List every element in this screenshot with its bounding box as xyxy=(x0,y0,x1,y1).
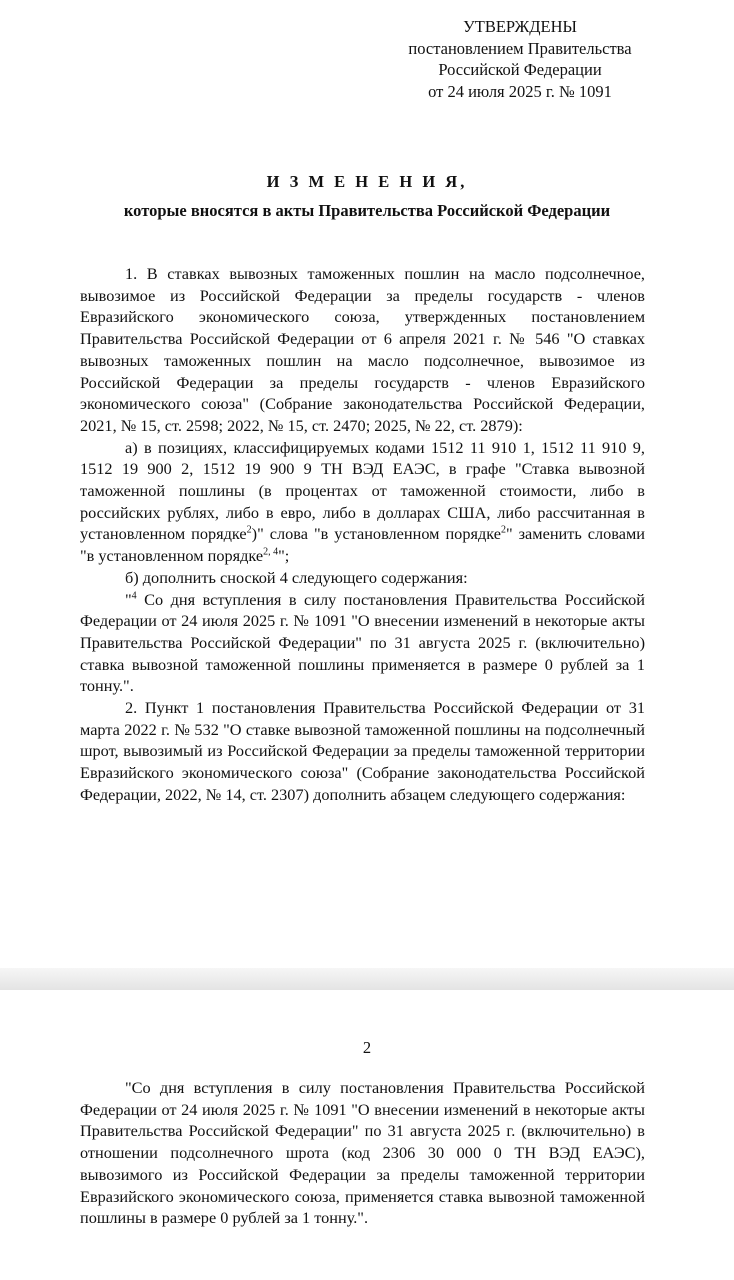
superscript: 4 xyxy=(131,590,137,602)
approval-stamp xyxy=(360,16,680,102)
text-fragment: Со дня вступления в силу постановления Правительства Российской Федерации от 24 июля 2025 г. № 1091 "О внесении изменений в некоторые акты Правительства Российской Федерации" по 31 августа 2025 г. (включительно) ставка вывозной таможенной пошлины применяется в размере 0 рублей за 1 тонну.". xyxy=(80,589,645,696)
paragraph-item-1a xyxy=(80,437,645,567)
approval-line: УТВЕРЖДЕНЫ xyxy=(463,17,577,36)
superscript: 2 xyxy=(246,525,252,537)
text-fragment: " заменить словами "в установленном порядке xyxy=(80,524,646,566)
superscript: 2 xyxy=(500,525,506,537)
paragraph-item-2: 2. Пункт 1 постановления Правительства Российской Федерации от 31 марта 2022 г. № 532 "О ставке вывозной таможенной пошлины на подсолнечный шрот, вывозимый из Российской Федерации за пределы таможенной территории Евразийского экономического союза" (Собрание законодательства Российской Федерации, 2022, № 14, ст. 2307) дополнить абзацем следующего содержания: xyxy=(80,698,645,804)
document-page-2 xyxy=(0,990,734,1280)
superscript: 2, 4 xyxy=(263,546,279,558)
document-title: И З М Е Н Е Н И Я, xyxy=(266,172,468,191)
page-separator xyxy=(0,968,734,990)
paragraph-item-1: 1. В ставках вывозных таможенных пошлин на масло подсолнечное, вывозимое из Российской Федерации за пределы государств - членов Евразийского экономического союза, утвержденных постановлением Правительства Российской Федерации от 6 апреля 2021 г. № 546 "О ставках вывозных таможенных пошлин на масло подсолнечное, вывозимое из Российской Федерации за пределы государств - членов Евразийского экономического союза" (Собрание законодательства Российской Федерации, 2021, № 15, ст. 2598; 2022, № 15, ст. 2470; 2025, № 22, ст. 2879): xyxy=(80,264,645,435)
text-fragment: а) в позициях, классифицируемых кодами 1512 11 910 1, 1512 11 910 9, 1512 19 900 2, 1512 19 900 9 ТН ВЭД ЕАЭС, в графе "Ставка вывозной таможенной пошлины (в процентах от таможенной стоимости, либо в российских рублях, либо в евро, либо в долларах США, либо рассчитанная в установленном порядке xyxy=(80,437,645,544)
approval-line: Российской Федерации xyxy=(438,60,602,79)
text-fragment: "; xyxy=(278,546,290,566)
document-body xyxy=(80,263,645,806)
paragraph-item-1b: б) дополнить сноской 4 следующего содержания: xyxy=(125,567,468,587)
approval-line: от 24 июля 2025 г. № 1091 xyxy=(428,81,612,101)
text-fragment: " xyxy=(125,589,132,609)
paragraph-footnote-4 xyxy=(80,589,645,698)
text-fragment: )" слова "в установленном порядке xyxy=(251,524,501,544)
page-number: 2 xyxy=(362,1038,372,1057)
document-body-page-2 xyxy=(80,1077,645,1229)
paragraph-addition: "Со дня вступления в силу постановления Правительства Российской Федерации от 24 июля 2025 г. № 1091 "О внесении изменений в некоторые акты Правительства Российской Федерации" по 31 августа 2025 г. (включительно) в отношении подсолнечного шрота (код 2306 30 000 0 ТН ВЭД ЕАЭС), вывозимого из Российской Федерации за пределы таможенной территории Евразийского экономического союза, применяется ставка вывозной таможенной пошлины в размере 0 рублей за 1 тонну.". xyxy=(80,1078,645,1228)
approval-line: постановлением Правительства xyxy=(408,38,632,58)
document-subtitle: которые вносятся в акты Правительства Российской Федерации xyxy=(123,201,611,220)
